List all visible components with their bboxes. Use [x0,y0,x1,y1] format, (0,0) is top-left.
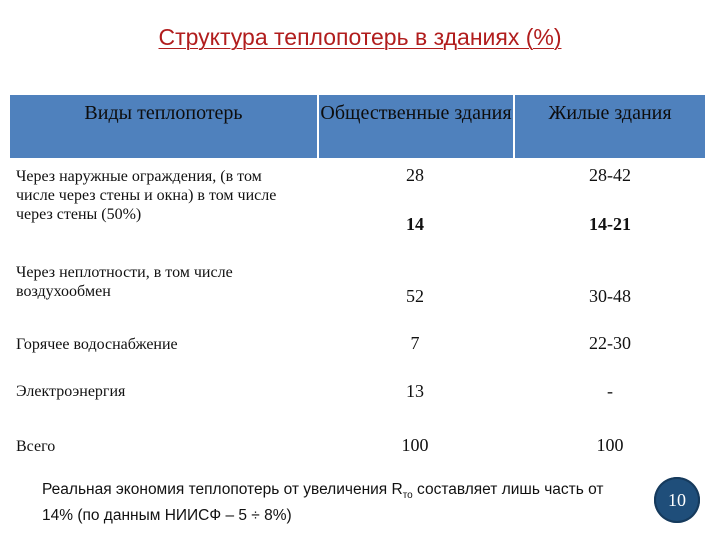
header-public: Общественные здания [320,102,512,124]
row-residential-envelope: 28-42 [589,165,631,185]
table-header [10,95,705,161]
row-residential-infiltration: 30-48 [589,286,631,306]
row-residential-walls: 14-21 [589,214,631,234]
row-public-walls: 14 [406,214,424,234]
row-label-hot-water: Горячее водоснабжение [16,336,178,353]
row-label-total: Всего [16,438,56,455]
row-label-infiltration: Через неплотности, в том числе воздухообмен [16,264,233,300]
slide-title: Структура теплопотерь в зданиях (%) [158,24,562,50]
header-residential: Жилые здания [548,102,672,124]
page-number-badge: 10 [654,477,700,523]
row-label-electricity: Электроэнергия [16,383,126,400]
row-label-envelope: Через наружные ограждения, (в том числе через стены и окна) в том числе через стены (50%) [16,168,277,223]
row-public-electricity: 13 [406,381,424,401]
footnote-text-start: Реальная экономия теплопотерь от увеличения R [42,481,403,498]
footnote [42,480,612,526]
row-public-envelope: 28 [406,165,424,185]
header-type: Виды теплопотерь [84,102,243,124]
row-public-infiltration: 52 [406,286,424,306]
row-public-total: 100 [401,435,429,455]
row-residential-total: 100 [596,435,624,455]
row-public-hot-water: 7 [410,333,420,353]
row-residential-electricity: - [607,381,613,401]
footnote-text-end: составляет лишь часть от 14% (по данным НИИСФ – 5 ÷ 8%) [42,481,604,525]
footnote-subscript: то [402,490,413,502]
row-residential-hot-water: 22-30 [589,333,631,353]
